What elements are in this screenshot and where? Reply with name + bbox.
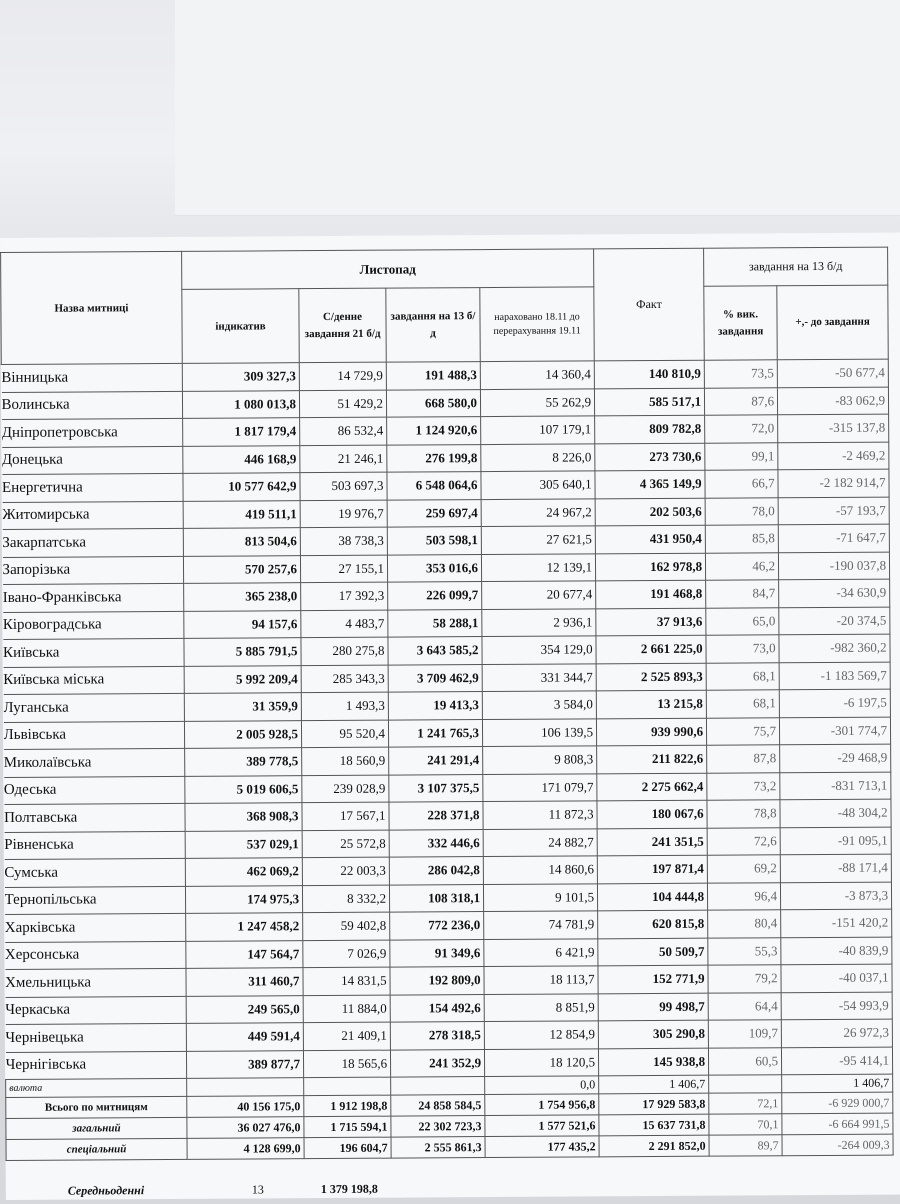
total-label: спеціальний [6, 1138, 187, 1160]
percent-value: 73,2 [707, 772, 780, 800]
fact-value: 37 913,6 [596, 608, 706, 636]
accrued-value: 24 967,2 [481, 498, 595, 526]
task-13-value: 3 643 585,2 [388, 637, 482, 665]
total-daily-value: 196 604,7 [304, 1137, 391, 1159]
header-difference: +,- до завдання [777, 285, 888, 360]
accrued-value: 27 621,5 [481, 526, 595, 554]
percent-value: 68,1 [706, 662, 779, 690]
indicative-value: 419 511,1 [183, 500, 300, 528]
daily-task-value: 51 429,2 [299, 390, 386, 418]
customs-revenue-table [0, 247, 894, 1161]
customs-name: Сумська [4, 858, 185, 887]
header-customs-name: Назва митниці [1, 251, 183, 364]
header-task-13: завдання на 13 б/д [386, 288, 480, 363]
difference-value: -54 993,9 [781, 992, 892, 1020]
accrued-value: 2 936,1 [482, 608, 596, 636]
currency-label: валюта [6, 1078, 187, 1097]
task-13-value: 6 548 064,6 [387, 472, 481, 500]
task-13-value: 91 349,6 [390, 939, 484, 967]
difference-value: -48 304,2 [780, 799, 891, 827]
daily-task-value: 19 976,7 [300, 500, 387, 528]
customs-name: Волинська [1, 391, 182, 420]
customs-name: Миколаївська [4, 748, 185, 777]
accrued-value: 107 179,1 [481, 416, 595, 444]
daily-task-value: 1 493,3 [301, 692, 388, 720]
daily-task-value: 14 729,9 [299, 362, 386, 390]
total-acc-value: 177 435,2 [485, 1136, 599, 1158]
accrued-value: 6 421,9 [484, 938, 598, 966]
empty-cell [304, 1077, 391, 1096]
daily-task-value: 38 738,3 [300, 527, 387, 555]
currency-accrued: 0,0 [485, 1076, 599, 1095]
task-13-value: 241 352,9 [390, 1049, 484, 1077]
indicative-value: 10 577 642,9 [183, 473, 300, 501]
customs-rows [1, 359, 892, 1079]
accrued-value: 8 226,0 [481, 443, 595, 471]
customs-name: Житомирська [2, 501, 183, 530]
total-fact-value: 2 291 852,0 [599, 1135, 709, 1157]
task-13-value: 241 291,4 [389, 747, 483, 775]
percent-value: 80,4 [708, 910, 781, 938]
daily-task-value: 21 409,1 [303, 1022, 390, 1050]
customs-name: Луганська [3, 693, 184, 722]
task-13-value: 503 598,1 [387, 527, 481, 555]
accrued-value: 14 360,4 [480, 361, 594, 389]
percent-value: 87,8 [707, 745, 780, 773]
percent-value: 78,0 [705, 497, 778, 525]
customs-name: Чернігівська [5, 1051, 186, 1080]
task-13-value: 3 709 462,9 [388, 664, 482, 692]
percent-value: 68,1 [706, 690, 779, 718]
total-ind-value: 40 156 175,0 [187, 1096, 304, 1118]
percent-value: 109,7 [708, 1020, 781, 1048]
background-sheet [0, 0, 900, 250]
header-indicative: індикатив [182, 289, 299, 364]
header-percent-done: % вик. завдання [704, 286, 777, 360]
customs-report-sheet [0, 233, 900, 1200]
customs-name: Херсонська [5, 941, 186, 970]
subtotal-row [6, 1134, 893, 1160]
customs-name: Львівська [3, 721, 184, 750]
daily-task-value: 18 565,6 [303, 1050, 390, 1078]
customs-name: Енергетична [2, 473, 183, 502]
indicative-value: 368 908,3 [185, 803, 302, 831]
difference-value: -982 360,2 [779, 634, 890, 662]
customs-name: Київська міська [3, 666, 184, 695]
difference-value: -50 677,4 [777, 359, 888, 387]
total-label: Всього по митницям [6, 1096, 187, 1118]
total-fact-value: 17 929 583,8 [599, 1093, 709, 1115]
background-sheet-inner [175, 0, 900, 216]
indicative-value: 537 029,1 [185, 830, 302, 858]
daily-average-days: 13 [251, 1182, 264, 1197]
percent-value: 64,4 [708, 992, 781, 1020]
indicative-value: 94 157,6 [184, 610, 301, 638]
indicative-value: 570 257,6 [183, 555, 300, 583]
fact-value: 241 351,5 [597, 828, 707, 856]
indicative-value: 249 565,0 [186, 995, 303, 1023]
accrued-value: 106 139,5 [482, 718, 596, 746]
percent-value: 55,3 [708, 937, 781, 965]
task-13-value: 278 318,5 [390, 1022, 484, 1050]
fact-value: 99 498,7 [598, 993, 708, 1021]
accrued-value: 12 854,9 [484, 1021, 598, 1049]
currency-difference: 1 406,7 [782, 1074, 893, 1093]
totals-rows [6, 1074, 894, 1160]
total-diff-value: -264 009,3 [782, 1134, 893, 1156]
percent-value: 66,7 [705, 470, 778, 498]
accrued-value: 9 808,3 [483, 746, 597, 774]
daily-task-value: 11 884,0 [303, 995, 390, 1023]
daily-task-value: 18 560,9 [302, 747, 389, 775]
customs-name: Дніпропетровська [2, 418, 183, 447]
total-pct-value: 89,7 [709, 1135, 782, 1156]
difference-value: -3 873,3 [780, 882, 891, 910]
total-ind-value: 36 027 476,0 [187, 1117, 304, 1139]
percent-value: 73,0 [706, 635, 779, 663]
total-pct-value: 70,1 [709, 1114, 782, 1135]
fact-value: 191 468,8 [596, 580, 706, 608]
accrued-value: 14 860,6 [483, 856, 597, 884]
daily-task-value: 239 028,9 [302, 775, 389, 803]
difference-value: -831 713,1 [780, 772, 891, 800]
percent-value: 85,8 [705, 525, 778, 553]
currency-fact: 1 406,7 [599, 1075, 709, 1094]
accrued-value: 55 262,9 [480, 388, 594, 416]
customs-name: Вінницька [1, 363, 182, 392]
task-13-value: 228 371,8 [389, 802, 483, 830]
percent-value: 60,5 [709, 1047, 782, 1075]
header-fact: Факт [594, 248, 705, 361]
task-13-value: 226 099,7 [388, 582, 482, 610]
accrued-value: 12 139,1 [481, 553, 595, 581]
difference-value: -1 183 569,7 [779, 662, 890, 690]
empty-cell [187, 1078, 304, 1097]
header-accrued: нараховано 18.11 до перерахування 19.11 [480, 287, 594, 362]
difference-value: -88 171,4 [780, 854, 891, 882]
task-13-value: 192 809,0 [390, 967, 484, 995]
task-13-value: 772 236,0 [390, 912, 484, 940]
customs-name: Івано-Франківська [3, 583, 184, 612]
customs-name: Запорізька [2, 556, 183, 585]
total-diff-value: -6 664 991,5 [782, 1113, 893, 1135]
percent-value: 72,0 [705, 415, 778, 443]
header-month: Листопад [182, 249, 594, 290]
difference-value: -301 774,7 [779, 717, 890, 745]
indicative-value: 389 877,7 [186, 1050, 303, 1078]
indicative-value: 389 778,5 [185, 748, 302, 776]
accrued-value: 9 101,5 [483, 883, 597, 911]
percent-value: 79,2 [708, 965, 781, 993]
percent-value: 87,6 [704, 387, 777, 415]
indicative-value: 5 019 606,5 [185, 775, 302, 803]
difference-value: -190 037,8 [778, 552, 889, 580]
daily-task-value: 86 532,4 [300, 417, 387, 445]
customs-name: Закарпатська [2, 528, 183, 557]
accrued-value: 354 129,0 [482, 636, 596, 664]
fact-value: 145 938,8 [599, 1048, 709, 1076]
fact-value: 431 950,4 [595, 525, 705, 553]
total-acc-value: 1 577 521,6 [485, 1115, 599, 1137]
customs-name: Кіровоградська [3, 611, 184, 640]
indicative-value: 462 069,2 [185, 858, 302, 886]
daily-task-value: 8 332,2 [302, 885, 389, 913]
task-13-value: 108 318,1 [389, 884, 483, 912]
fact-value: 180 067,6 [597, 800, 707, 828]
fact-value: 305 290,8 [598, 1020, 708, 1048]
difference-value: -151 420,2 [781, 909, 892, 937]
percent-value: 72,6 [707, 827, 780, 855]
total-task-value: 22 302 723,3 [391, 1116, 485, 1138]
accrued-value: 331 344,7 [482, 663, 596, 691]
daily-average-value: 1 379 198,8 [320, 1181, 378, 1197]
accrued-value: 74 781,9 [484, 911, 598, 939]
fact-value: 2 661 225,0 [596, 635, 706, 663]
difference-value: -2 469,2 [778, 442, 889, 470]
daily-task-value: 27 155,1 [300, 555, 387, 583]
accrued-value: 3 584,0 [482, 691, 596, 719]
fact-value: 162 978,8 [595, 553, 705, 581]
daily-task-value: 95 520,4 [301, 720, 388, 748]
fact-value: 2 525 893,3 [596, 663, 706, 691]
fact-value: 202 503,6 [595, 498, 705, 526]
task-13-value: 259 697,4 [387, 499, 481, 527]
difference-value: 26 972,3 [781, 1019, 892, 1047]
task-13-value: 332 446,6 [389, 829, 483, 857]
fact-value: 273 730,6 [595, 443, 705, 471]
difference-value: -6 197,5 [779, 689, 890, 717]
indicative-value: 311 460,7 [186, 968, 303, 996]
accrued-value: 24 882,7 [483, 828, 597, 856]
task-13-value: 353 016,6 [387, 554, 481, 582]
total-diff-value: -6 929 000,7 [782, 1092, 893, 1114]
fact-value: 4 365 149,9 [595, 470, 705, 498]
daily-task-value: 22 003,3 [302, 857, 389, 885]
daily-task-value: 17 567,1 [302, 802, 389, 830]
daily-task-value: 4 483,7 [301, 610, 388, 638]
task-13-value: 286 042,8 [389, 857, 483, 885]
percent-value: 78,8 [707, 800, 780, 828]
customs-name: Харківська [5, 913, 186, 942]
accrued-value: 20 677,4 [482, 581, 596, 609]
total-daily-value: 1 912 198,8 [304, 1095, 391, 1117]
difference-value: -34 630,9 [779, 579, 890, 607]
fact-value: 809 782,8 [595, 415, 705, 443]
fact-value: 197 871,4 [597, 855, 707, 883]
header-task-group: завдання на 13 б/д [704, 247, 888, 286]
accrued-value: 11 872,3 [483, 801, 597, 829]
difference-value: -2 182 914,7 [778, 469, 889, 497]
difference-value: -40 839,9 [781, 937, 892, 965]
percent-value: 69,2 [707, 855, 780, 883]
daily-task-value: 7 026,9 [303, 940, 390, 968]
task-13-value: 668 580,0 [386, 389, 480, 417]
customs-name: Чернівецька [5, 1023, 186, 1052]
total-ind-value: 4 128 699,0 [187, 1138, 304, 1160]
indicative-value: 446 168,9 [183, 445, 300, 473]
task-13-value: 276 199,8 [387, 444, 481, 472]
indicative-value: 1 247 458,2 [186, 913, 303, 941]
customs-name: Донецька [2, 446, 183, 475]
total-label: загальний [6, 1117, 187, 1139]
task-13-value: 154 492,6 [390, 994, 484, 1022]
indicative-value: 309 327,3 [182, 363, 299, 391]
difference-value: -315 137,8 [778, 414, 889, 442]
customs-name: Тернопільська [4, 886, 185, 915]
difference-value: -40 037,1 [781, 964, 892, 992]
difference-value: -95 414,1 [782, 1047, 893, 1075]
customs-name: Київська [3, 638, 184, 667]
percent-value: 96,4 [707, 882, 780, 910]
percent-value: 84,7 [706, 580, 779, 608]
difference-value: -83 062,9 [777, 387, 888, 415]
fact-value: 211 822,6 [597, 745, 707, 773]
customs-name: Хмельницька [5, 968, 186, 997]
accrued-value: 18 113,7 [484, 966, 598, 994]
daily-task-value: 285 343,3 [301, 665, 388, 693]
indicative-value: 31 359,9 [184, 693, 301, 721]
accrued-value: 18 120,5 [484, 1048, 598, 1076]
indicative-value: 1 817 179,4 [183, 418, 300, 446]
daily-task-value: 25 572,8 [302, 830, 389, 858]
task-13-value: 1 241 765,3 [388, 719, 482, 747]
fact-value: 13 215,8 [596, 690, 706, 718]
total-task-value: 24 858 584,5 [391, 1095, 485, 1117]
daily-task-value: 503 697,3 [300, 472, 387, 500]
customs-name: Полтавська [4, 803, 185, 832]
indicative-value: 174 975,3 [185, 885, 302, 913]
task-13-value: 3 107 375,5 [389, 774, 483, 802]
indicative-value: 1 080 013,8 [182, 390, 299, 418]
accrued-value: 305 640,1 [481, 471, 595, 499]
total-fact-value: 15 637 731,8 [599, 1114, 709, 1136]
indicative-value: 5 992 209,4 [184, 665, 301, 693]
indicative-value: 2 005 928,5 [184, 720, 301, 748]
task-13-value: 19 413,3 [388, 692, 482, 720]
fact-value: 152 771,9 [598, 965, 708, 993]
empty-cell [709, 1075, 782, 1093]
indicative-value: 813 504,6 [183, 528, 300, 556]
accrued-value: 171 079,7 [483, 773, 597, 801]
fact-value: 140 810,9 [594, 360, 704, 388]
total-acc-value: 1 754 956,8 [485, 1094, 599, 1116]
indicative-value: 365 238,0 [184, 583, 301, 611]
total-daily-value: 1 715 594,1 [304, 1116, 391, 1138]
difference-value: -57 193,7 [778, 497, 889, 525]
difference-value: -91 095,1 [780, 827, 891, 855]
daily-task-value: 14 831,5 [303, 967, 390, 995]
indicative-value: 5 885 791,5 [184, 638, 301, 666]
accrued-value: 8 851,9 [484, 993, 598, 1021]
task-13-value: 191 488,3 [386, 362, 480, 390]
indicative-value: 449 591,4 [186, 1023, 303, 1051]
customs-name: Одеська [4, 776, 185, 805]
difference-value: -71 647,7 [778, 524, 889, 552]
task-13-value: 1 124 920,6 [387, 417, 481, 445]
daily-average-row [6, 1178, 900, 1203]
difference-value: -20 374,5 [779, 607, 890, 635]
percent-value: 75,7 [706, 717, 779, 745]
percent-value: 46,2 [705, 552, 778, 580]
task-13-value: 58 288,1 [388, 609, 482, 637]
daily-average-label: Середньоденні [67, 1183, 145, 1198]
total-pct-value: 72,1 [709, 1093, 782, 1114]
fact-value: 585 517,1 [594, 388, 704, 416]
fact-value: 620 815,8 [598, 910, 708, 938]
difference-value: -29 468,9 [780, 744, 891, 772]
daily-task-value: 280 275,8 [301, 637, 388, 665]
daily-task-value: 21 246,1 [300, 445, 387, 473]
fact-value: 939 990,6 [596, 718, 706, 746]
fact-value: 50 509,7 [598, 938, 708, 966]
customs-name: Черкаська [5, 996, 186, 1025]
percent-value: 65,0 [706, 607, 779, 635]
percent-value: 73,5 [704, 360, 777, 388]
indicative-value: 147 564,7 [186, 940, 303, 968]
daily-task-value: 59 402,8 [303, 912, 390, 940]
header-daily-task: С/денне завдання 21 б/д [299, 288, 386, 363]
total-task-value: 2 555 861,3 [391, 1137, 485, 1159]
daily-task-value: 17 392,3 [301, 582, 388, 610]
fact-value: 2 275 662,4 [597, 773, 707, 801]
customs-name: Рівненська [4, 831, 185, 860]
empty-cell [391, 1077, 485, 1096]
fact-value: 104 444,8 [598, 883, 708, 911]
percent-value: 99,1 [705, 442, 778, 470]
